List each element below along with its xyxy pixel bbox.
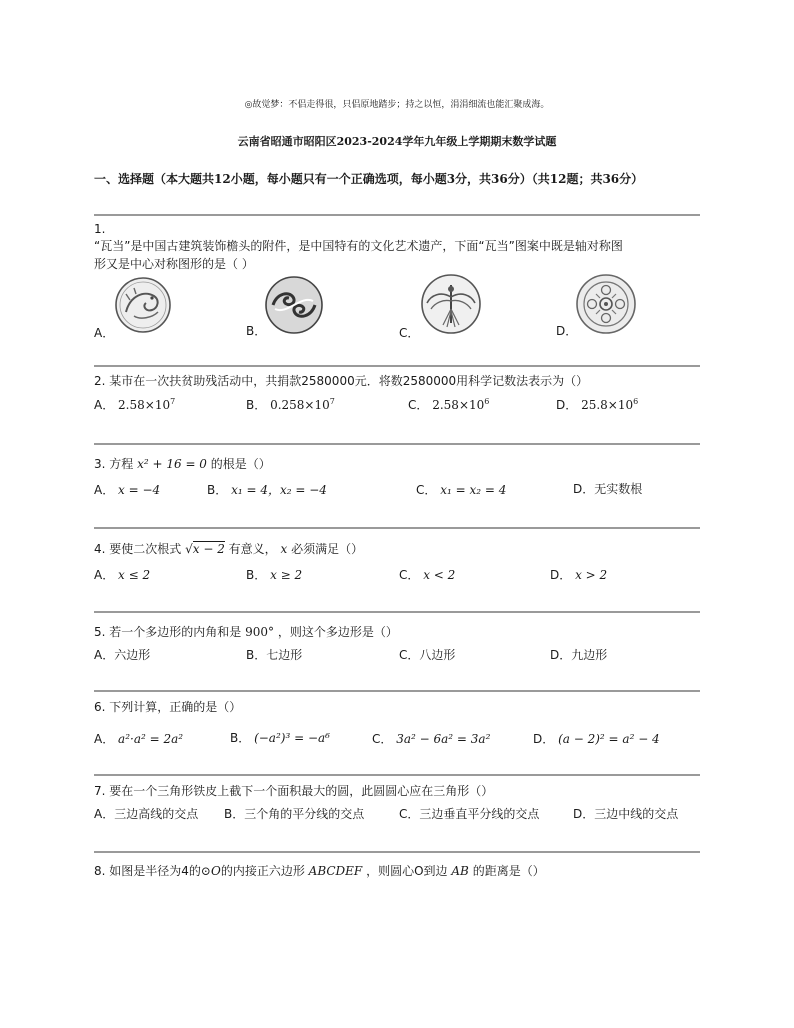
q3-b-math: x₁ = 4，x₂ = −4: [231, 483, 327, 497]
tile-b-cloud-image: [263, 275, 325, 335]
q4-d-math: x > 2: [575, 568, 608, 582]
q2-label-b: B．: [246, 398, 267, 412]
q2-stem: 2. 某市在一次扶贫助残活动中，共捐款2580000元．将数2580000用科学记数法表示为（）: [94, 374, 589, 388]
q6-label-b: B．: [230, 731, 251, 745]
q2-c-exp: 6: [484, 397, 490, 406]
q2-a-exp: 7: [170, 397, 176, 406]
q3-option-b[interactable]: [207, 481, 327, 498]
q5-option-b[interactable]: B．七边形: [246, 648, 303, 662]
q6-option-a[interactable]: [94, 730, 183, 747]
q4-label-c: C．: [399, 568, 420, 582]
q2-option-a[interactable]: [94, 396, 175, 413]
q2-d-base: 25.8×10: [581, 398, 634, 412]
q6-option-c[interactable]: [372, 730, 490, 747]
q5-stem-pre: 5. 若一个多边形的内角和是: [94, 625, 242, 639]
q5-stem-post: ，则这个多边形是（）: [277, 625, 398, 639]
q4-radicand: x − 2: [192, 542, 225, 556]
q4-label-b: B．: [246, 568, 267, 582]
q4-stem: [94, 540, 363, 557]
q8-stem-mid2: ，则圆心O到边: [366, 864, 448, 878]
q8-stem-pre: 8. 如图是半径为4的: [94, 864, 201, 878]
q2-option-b[interactable]: [246, 396, 335, 413]
q3-stem: [94, 455, 271, 472]
q3-option-a[interactable]: [94, 481, 160, 498]
q6-label-c: C．: [372, 732, 393, 746]
q5-stem: [94, 623, 398, 640]
q4-label-a: A．: [94, 568, 115, 582]
q2-a-base: 2.58×10: [118, 398, 171, 412]
q2-c-base: 2.58×10: [432, 398, 485, 412]
q4-option-d[interactable]: [550, 566, 607, 583]
q3-option-c[interactable]: [416, 481, 506, 498]
q8-stem-mid: 的内接正六边形: [220, 864, 305, 878]
q7-stem: 7. 要在一个三角形铁皮上截下一个面积最大的圆，此圆圆心应在三角形（）: [94, 784, 494, 798]
q3-stem-pre: 3. 方程: [94, 457, 134, 471]
q7-option-b[interactable]: B．三个角的平分线的交点: [224, 807, 365, 821]
divider: [94, 851, 700, 853]
exam-title: 云南省昭通市昭阳区2023-2024学年九年级上学期期末数学试题: [237, 135, 557, 148]
divider: [94, 690, 700, 692]
motto-line: ◎故觉梦：不侣走得很，只侣原地踏步；持之以恒，涓涓细流也能汇聚成海。: [244, 100, 550, 110]
q5-angle: 900°: [245, 625, 274, 639]
q4-option-c[interactable]: [399, 566, 455, 583]
q4-b-math: x ≥ 2: [270, 568, 303, 582]
q4-c-math: x < 2: [423, 568, 456, 582]
q6-c-math: 3a² − 6a² = 3a²: [396, 732, 491, 746]
section-heading: 一、选择题（本大题共12小题，每小题只有一个正确选项，每小题3分，共36分）（共12题；共36分）: [94, 172, 644, 186]
q8-hexagon-name: ABCDEF: [308, 864, 363, 878]
q2-option-c[interactable]: [408, 396, 489, 413]
q6-label-a: A．: [94, 732, 115, 746]
q6-option-b[interactable]: [230, 729, 330, 746]
q2-label-c: C．: [408, 398, 429, 412]
q7-option-a[interactable]: A．三边高线的交点: [94, 807, 199, 821]
q1-stem-line2: 形又是中心对称图形的是（ ）: [94, 257, 254, 271]
q4-a-math: x ≤ 2: [118, 568, 151, 582]
q1-option-c[interactable]: C．: [399, 326, 420, 340]
q8-circle-symbol: ⊙O: [200, 864, 221, 878]
q2-label-a: A．: [94, 398, 115, 412]
radical-icon: √: [185, 542, 193, 556]
q3-label-c: C．: [416, 483, 437, 497]
q3-a-math: x = −4: [118, 483, 161, 497]
q3-label-d: D．: [573, 482, 595, 496]
q3-d-text: 无实数根: [594, 482, 643, 496]
q4-option-b[interactable]: [246, 566, 302, 583]
q6-b-math: (−a²)³ = −a⁶: [254, 731, 330, 745]
q1-option-a[interactable]: A．: [94, 326, 115, 340]
q2-label-d: D．: [556, 398, 578, 412]
q3-stem-post: 的根是（）: [210, 457, 271, 471]
q2-b-exp: 7: [329, 397, 335, 406]
q3-label-b: B．: [207, 483, 228, 497]
q8-stem-post: 的距离是（）: [472, 864, 545, 878]
q8-edge-name: AB: [451, 864, 469, 878]
divider: [94, 443, 700, 445]
q1-option-d[interactable]: D．: [556, 324, 578, 338]
tile-d-geometric-image: [575, 273, 637, 335]
q6-option-d[interactable]: [533, 730, 660, 747]
q4-label-d: D．: [550, 568, 572, 582]
q8-stem: [94, 862, 545, 879]
q3-c-math: x₁ = x₂ = 4: [440, 483, 507, 497]
q5-option-d[interactable]: D．九边形: [550, 648, 608, 662]
q5-option-c[interactable]: C．八边形: [399, 648, 456, 662]
divider: [94, 611, 700, 613]
q3-equation: x² + 16 = 0: [137, 457, 207, 471]
q6-a-math: a²·a² = 2a²: [118, 732, 184, 746]
q6-d-math: (a − 2)² = a² − 4: [558, 732, 660, 746]
q6-stem: 6. 下列计算，正确的是（）: [94, 700, 242, 714]
q1-number: 1.: [94, 222, 106, 236]
q4-stem-post: 必须满足（）: [291, 542, 364, 556]
q7-option-d[interactable]: D．三边中线的交点: [573, 807, 679, 821]
divider: [94, 365, 700, 367]
q2-b-base: 0.258×10: [270, 398, 330, 412]
divider: [94, 214, 700, 216]
q1-option-b[interactable]: B．: [246, 324, 267, 338]
divider: [94, 774, 700, 776]
q1-stem-line1: “瓦当”是中国古建筑装饰檐头的附件，是中国特有的文化艺术遗产，下面“瓦当”图案中既是轴对称图: [94, 239, 623, 253]
q4-stem-mid: 有意义，: [228, 542, 277, 556]
q4-stem-pre: 4. 要使二次根式: [94, 542, 182, 556]
divider: [94, 527, 700, 529]
tile-a-dragon-image: [112, 276, 174, 334]
q6-label-d: D．: [533, 732, 555, 746]
q4-option-a[interactable]: [94, 566, 150, 583]
q4-variable: x: [280, 542, 288, 556]
q2-option-d[interactable]: [556, 396, 638, 413]
q3-label-a: A．: [94, 483, 115, 497]
q2-d-exp: 6: [633, 397, 639, 406]
tile-c-phoenix-image: [419, 273, 483, 335]
q5-option-a[interactable]: A．六边形: [94, 648, 151, 662]
q7-option-c[interactable]: C．三边垂直平分线的交点: [399, 807, 540, 821]
q3-option-d[interactable]: [573, 480, 642, 497]
